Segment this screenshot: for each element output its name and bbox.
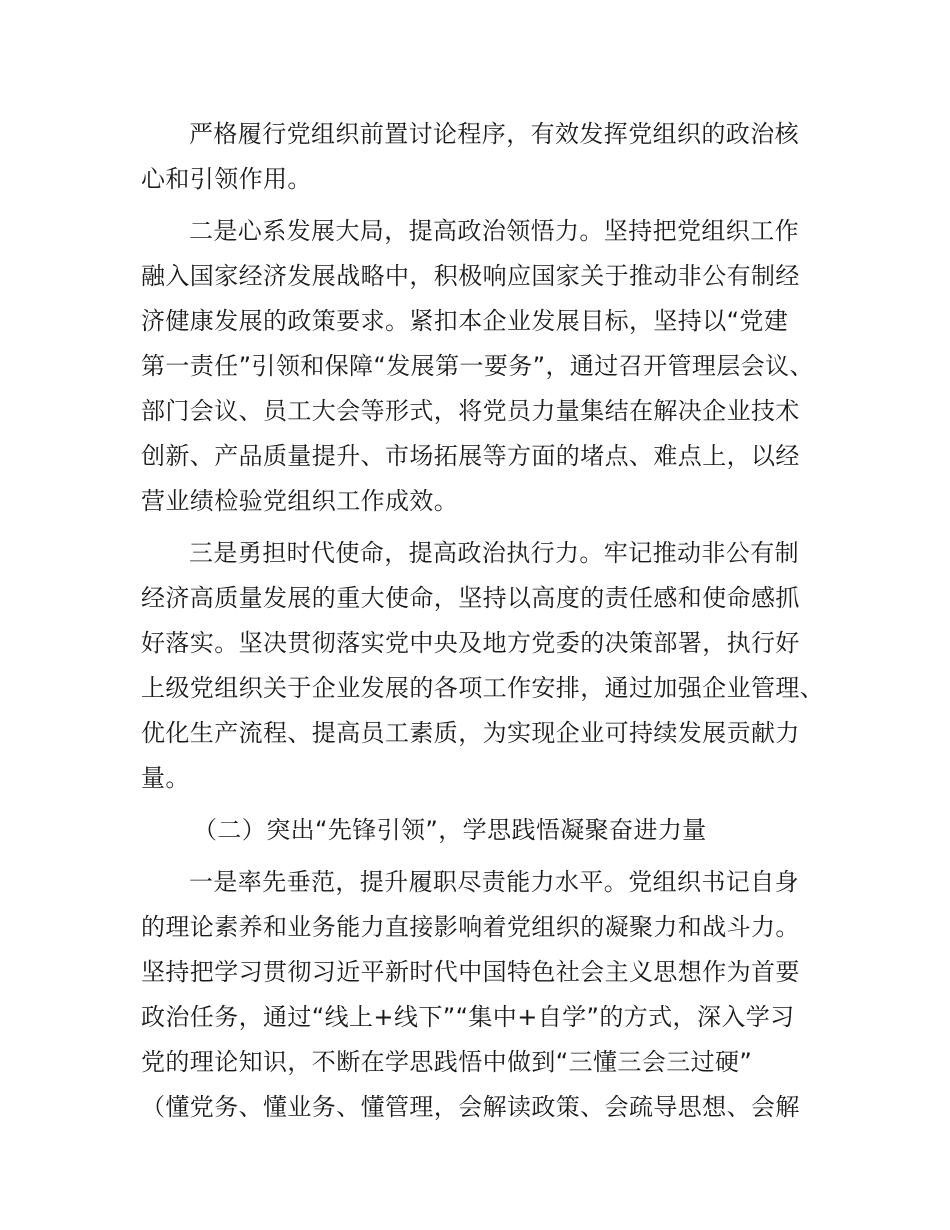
text-line: 三是勇担时代使命，提高政治执行力。牢记推动非公有制 bbox=[189, 539, 799, 567]
text-line: 量。 bbox=[141, 764, 190, 792]
text-line: 第一责任”引领和保障“发展第一要务”，通过召开管理层会议、 bbox=[141, 352, 814, 380]
text-line: 一是率先垂范，提升履职尽责能力水平。党组织书记自身 bbox=[189, 868, 799, 896]
text-line: 创新、产品质量提升、市场拓展等方面的堵点、难点上，以经 bbox=[141, 442, 800, 470]
text-line: 党的理论知识，不断在学思践悟中做到“三懂三会三过硬” bbox=[141, 1048, 753, 1076]
paragraph-continuation bbox=[141, 112, 831, 202]
paragraph-political-understanding bbox=[141, 209, 831, 524]
text-line: 的理论素养和业务能力直接影响着党组织的凝聚力和战斗力。 bbox=[141, 913, 800, 941]
paragraph-political-execution bbox=[141, 531, 831, 801]
text-line: 经济高质量发展的重大使命，坚持以高度的责任感和使命感抓 bbox=[141, 584, 800, 612]
paragraph-lead-by-example bbox=[141, 860, 831, 1130]
text-line: 部门会议、员工大会等形式，将党员力量集结在解决企业技术 bbox=[141, 397, 800, 425]
text-line: 营业绩检验党组织工作成效。 bbox=[141, 487, 459, 515]
text-line: 心和引领作用。 bbox=[141, 165, 312, 193]
text-line: 二是心系发展大局，提高政治领悟力。坚持把党组织工作 bbox=[189, 217, 799, 245]
document-body bbox=[141, 112, 831, 1137]
text-line: 好落实。坚决贯彻落实党中央及地方党委的决策部署，执行好 bbox=[141, 629, 800, 657]
text-line: 济健康发展的政策要求。紧扣本企业发展目标，坚持以“党建 bbox=[141, 307, 789, 335]
text-line: 上级党组织关于企业发展的各项工作安排，通过加强企业管理、 bbox=[141, 674, 825, 702]
text-line: 严格履行党组织前置讨论程序，有效发挥党组织的政治核 bbox=[189, 120, 799, 148]
text-line: 融入国家经济发展战略中，积极响应国家关于推动非公有制经 bbox=[141, 262, 800, 290]
text-line: 坚持把学习贯彻习近平新时代中国特色社会主义思想作为首要 bbox=[141, 958, 800, 986]
text-line: （懂党务、懂业务、懂管理，会解读政策、会疏导思想、会解 bbox=[141, 1093, 800, 1121]
text-line: 政治任务，通过“线上+线下”“集中+自学”的方式，深入学习 bbox=[141, 1003, 795, 1031]
text-line: 优化生产流程、提高员工素质，为实现企业可持续发展贡献力 bbox=[141, 719, 800, 747]
heading-text: （二）突出“先锋引领”，学思践悟凝聚奋进力量 bbox=[193, 816, 707, 844]
section-heading bbox=[141, 808, 831, 853]
